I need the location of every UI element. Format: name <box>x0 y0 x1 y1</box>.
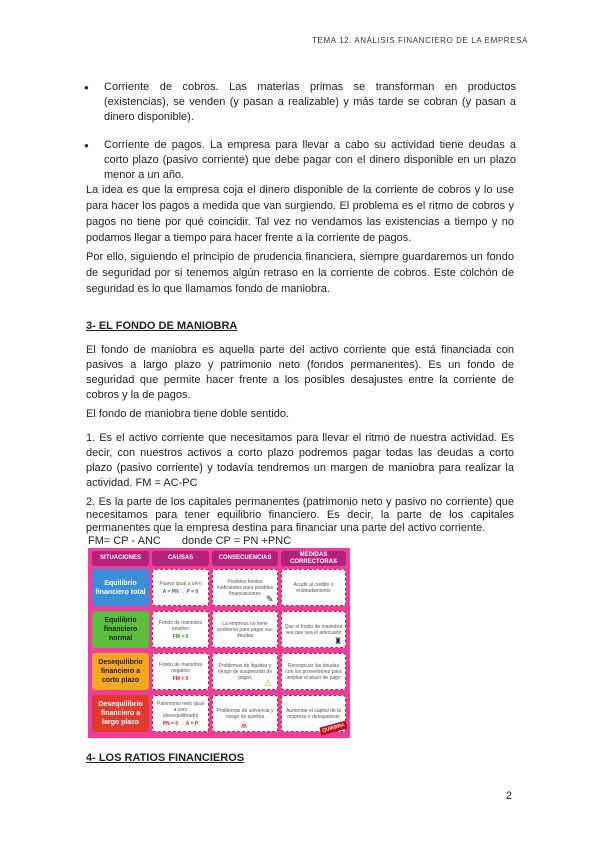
measure-cell: Acudir al crédito o endeudamiento <box>281 569 346 606</box>
situation-cell: Equilibrio financiero total <box>92 569 149 606</box>
paragraph-sentido-2: 2. Es la parte de los capitales permanentes (patrimonio neto y pasivo no corriente) que necesitamos para tener equilibrio financiero. Es decir, la parte de los capitales permanentes que la empresa destina para financiar una parte del activo corriente. <box>86 496 514 534</box>
section-title-fondo-maniobra: 3- EL FONDO DE MANIOBRA <box>86 320 238 332</box>
consequence-cell: Problemas de liquidez y riesgo de suspensión de pagos <box>212 653 278 690</box>
measure-cell: Que el fondo de maniobra sea que sea el adecuado <box>281 611 346 648</box>
header-situaciones: SITUACIONES <box>92 551 149 566</box>
consequence-cell: Posibles fondos ineficientes para posibles financiaciones <box>212 569 278 606</box>
formula-line <box>88 535 309 547</box>
paragraph-definicion: El fondo de maniobra es aquella parte del activo corriente que está financiada con pasivos a largo plazo y patrimonio neto (fondos permanentes). Es un fondo de seguridad que permite hacer frente a los posibles desajustes entre la corriente de cobros y la de pagos. <box>86 344 514 401</box>
paragraph-sentido-1: 1. Es el activo corriente que necesitamos para llevar el ritmo de nuestra actividad. Es decir, con nuestros activos a corto plazo podremos pagar todas las deudas a corto plazo (pasivo corriente) y todavía tendremos un margen de maniobra para realizar la actividad. FM = AC-PC <box>86 432 514 489</box>
cause-cell: Pasivo igual a cero A = PN → P = 0 <box>152 569 209 606</box>
warning-icon: ⚠ <box>264 678 273 688</box>
bullet-list <box>104 80 516 196</box>
running-header: TEMA 12. ANÁLISIS FINANCIERO DE LA EMPRESA <box>312 36 528 45</box>
header-causas: CAUSAS <box>152 551 209 566</box>
measure-cell: Aumentar el capital de la empresa o desaparecer <box>281 695 346 732</box>
formula-cp: donde CP = PN +PNC <box>181 535 292 547</box>
header-consecuencias: CONSECUENCIAS <box>212 551 278 566</box>
consequence-cell: La empresa no tiene problema para pagar sus deudas <box>212 611 278 648</box>
bullet-cobros: ● Corriente de cobros. Las materias primas se transforman en productos (existencias), se venden (y pasan a realizable) y más tarde se cobran (y pasan a dinero disponible). <box>104 80 516 125</box>
fondo-maniobra-table <box>88 548 350 738</box>
cause-cell: Fondo de maniobra negativo FM < 0 <box>152 653 209 690</box>
bullet-pagos: ● Corriente de pagos. La empresa para llevar a cabo su actividad tiene deudas a corto plazo (pasivo corriente) que debe pagar con el dinero disponible en un plazo menor a un año. <box>104 138 516 183</box>
page-number: 2 <box>505 790 512 802</box>
section-title-ratios: 4- LOS RATIOS FINANCIEROS <box>86 752 245 764</box>
consequence-cell: Problemas de solvencia y riesgo de quiebra <box>212 695 278 732</box>
quiebra-stamp: QUIEBRA <box>319 721 347 736</box>
header-medidas: MEDIDAS CORRECTORAS <box>281 551 346 566</box>
paragraph-prudencia: Por ello, siguiendo el principio de prudencia financiera, siempre guardaremos un fondo de seguridad por si tenemos algún retraso en la corriente de cobros. Este colchón de seguridad es lo que llamamos fondo de maniobra. <box>86 251 514 295</box>
measure-cell: Renegociar las deudas con los proveedores para ampliar el plazo de pago <box>281 653 346 690</box>
cause-cell: Patrimonio neto igual a cero (desequilibrado) PN = 0 → A = P <box>152 695 209 732</box>
paragraph-idea: La idea es que la empresa coja el dinero disponible de la corriente de cobros y lo use para hacer los pagos a medida que van surgiendo. El problema es el ritmo de cobros y pagos no tiene por qué coincidir. Tal vez no vendamos las existencias a tiempo y no podamos llegar a tiempo para hacer frente a la corriente de pagos. <box>86 184 514 244</box>
formula-fm: FM= CP - ANC <box>88 535 161 547</box>
situation-cell: Equilibrio financiero normal <box>92 611 149 648</box>
rook-icon: ♜ <box>334 636 343 646</box>
pencil-icon: ✎ <box>266 594 274 604</box>
paragraph-doble-sentido: El fondo de maniobra tiene doble sentido. <box>86 408 290 420</box>
situation-cell: Desequilibrio financiero a corto plazo <box>92 653 149 690</box>
skull-icon: ☠ <box>240 720 249 730</box>
situation-cell: Desequilibrio financiero a largo plazo <box>92 695 149 732</box>
cause-cell: Fondo de maniobra positivo FM > 0 <box>152 611 209 648</box>
